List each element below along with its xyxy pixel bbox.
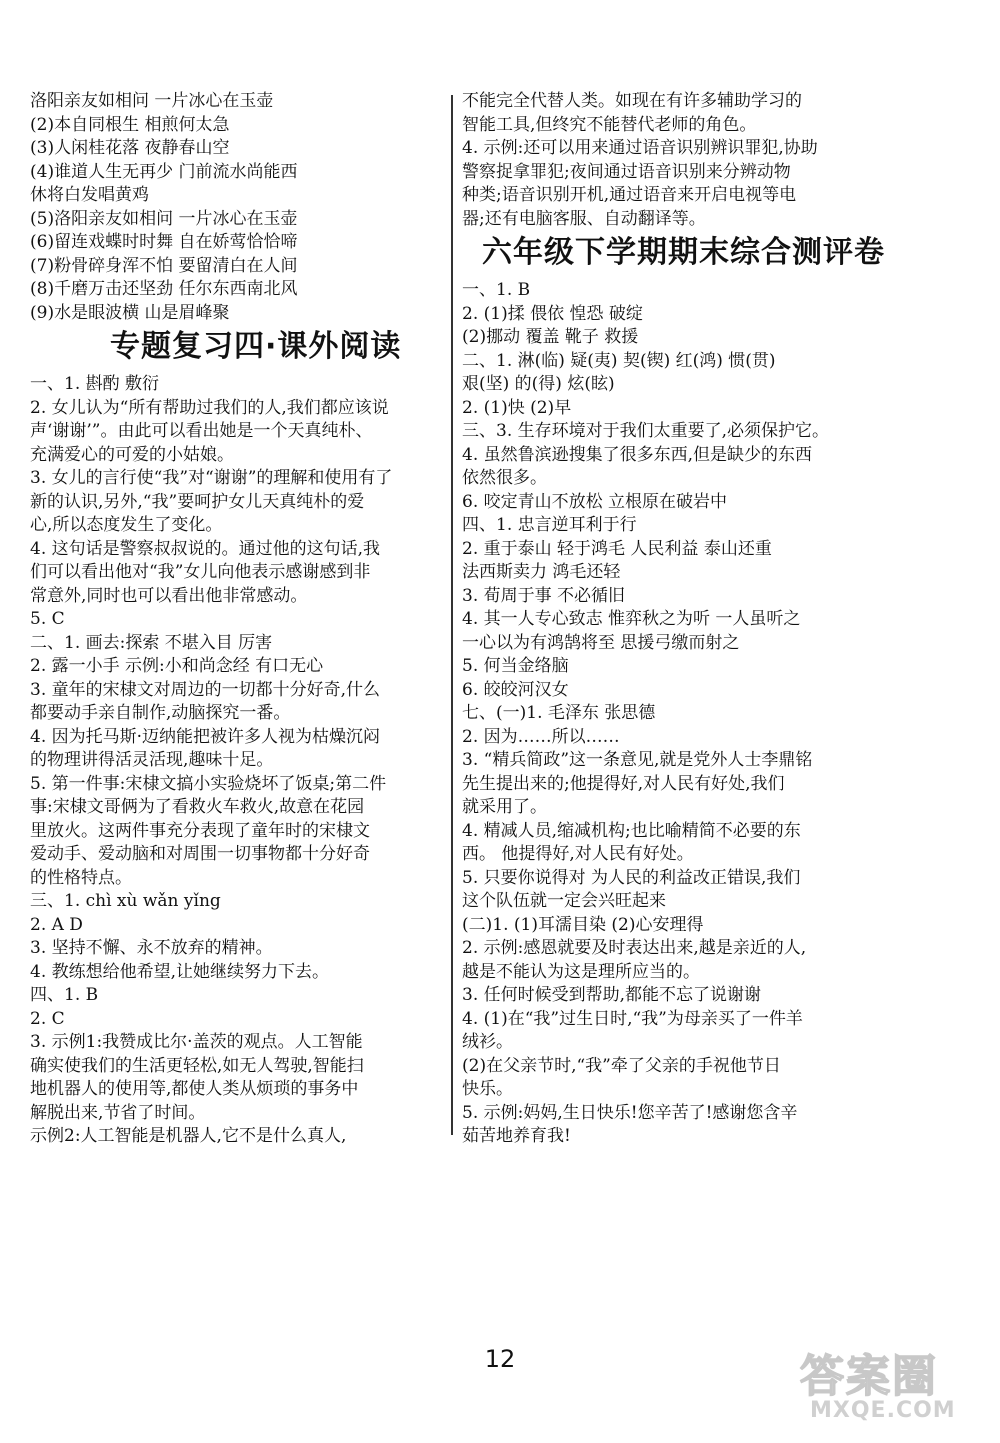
answer-line: 一、1. 斟酌 敷衍 <box>30 374 160 394</box>
answer-line: (3)人闲桂花落 夜静春山空 <box>30 138 230 158</box>
answer-line: 地机器人的使用等,都使人类从烦琐的事务中 <box>30 1079 359 1099</box>
answer-line: 解脱出来,节省了时间。 <box>30 1102 206 1123</box>
answer-line: 3. 女儿的言行使“我”对“谢谢”的理解和使用有了 <box>30 468 393 488</box>
answer-line: 法西斯卖力 鸿毛还轻 <box>462 562 621 582</box>
answer-line: 的物理讲得活灵活现,趣味十足。 <box>30 750 274 770</box>
answer-line: 七、(一)1. 毛泽东 张思德 <box>462 703 656 723</box>
answer-line: (2)挪动 覆盖 靴子 救援 <box>462 327 639 347</box>
answer-line: 2. 女儿认为“所有帮助过我们的人,我们都应该说 <box>30 397 389 418</box>
answer-line: 一、1. B <box>462 280 531 300</box>
answer-line: 智能工具,但终究不能替代老师的角色。 <box>462 114 757 135</box>
answer-line: 5. 第一件事:宋棣文搞小实验烧坏了饭桌;第二件 <box>30 773 387 794</box>
answer-line: 就采用了。 <box>462 797 547 817</box>
answer-line: 4. 这句话是警察叔叔说的。通过他的这句话,我 <box>30 538 381 559</box>
answer-line: 2. C <box>30 1008 65 1029</box>
answer-line: 西。 他提得好,对人民有好处。 <box>462 844 694 864</box>
answer-line: 5. C <box>30 609 65 629</box>
answer-line: (2)本自同根生 相煎何太急 <box>30 114 230 135</box>
answer-line: 4. 其一人专心致志 惟弈秋之为听 一人虽听之 <box>462 609 801 629</box>
left-column <box>30 90 440 1149</box>
answer-line: (9)水是眼波横 山是眉峰聚 <box>30 302 230 323</box>
answer-line: 里放火。这两件事充分表现了童年时的宋棣文 <box>30 820 370 841</box>
section-heading: 六年级下学期期末综合测评卷 <box>482 235 885 270</box>
answer-line: 4. 虽然鲁滨逊搜集了很多东西,但是缺少的东西 <box>462 444 813 465</box>
answer-line: 3. 荀周于事 不必循旧 <box>462 585 626 606</box>
answer-line: 休将白发唱黄鸡 <box>30 185 149 205</box>
answer-line: 声‘谢谢’”。由此可以看出她是一个天真纯朴、 <box>30 421 373 441</box>
answer-line: 6. 皎皎河汉女 <box>462 679 569 700</box>
answer-line: 三、3. 生存环境对于我们太重要了,必须保护它。 <box>462 421 830 441</box>
answer-line: 3. 任何时候受到帮助,都能不忘了说谢谢 <box>462 985 762 1005</box>
answer-line: 们可以看出他对“我”女儿向他表示感谢感到非 <box>30 562 371 582</box>
answer-line: 5. 何当金络脑 <box>462 656 569 676</box>
answer-line: 2. (1)揉 偎依 惶恐 破绽 <box>462 303 643 324</box>
answer-line: 一心以为有鸿鹄将至 思援弓缴而射之 <box>462 632 740 653</box>
answer-line: 心,所以态度发生了变化。 <box>30 515 223 535</box>
page-number: 12 <box>484 1345 516 1373</box>
watermark-logo: 答案圈 <box>800 1351 938 1402</box>
answer-line: 示例2:人工智能是机器人,它不是什么真人, <box>30 1126 347 1146</box>
answer-line: 3. 坚持不懈、永不放弃的精神。 <box>30 938 273 958</box>
answer-line: 4. 示例:还可以用来通过语音识别辨识罪犯,协助 <box>462 138 818 158</box>
answer-line: 绒衫。 <box>462 1032 513 1052</box>
section-heading: 专题复习四·课外阅读 <box>110 329 402 364</box>
answer-line: 四、1. B <box>30 985 99 1005</box>
answer-line: 三、1. chì xù wǎn yǐng <box>30 891 221 911</box>
answer-line: 的性格特点。 <box>30 867 132 888</box>
answer-line: 充满爱心的可爱的小姑娘。 <box>30 444 234 465</box>
answer-line: (4)谁道人生无再少 门前流水尚能西 <box>30 161 298 182</box>
answer-line: 2. 示例:感恩就要及时表达出来,越是亲近的人, <box>462 938 807 958</box>
answer-line: (二)1. (1)耳濡目染 (2)心安理得 <box>462 914 704 935</box>
answer-line: 艰(坚) 的(得) 炫(眩) <box>462 374 615 394</box>
answer-line: 快乐。 <box>462 1079 513 1099</box>
column-divider <box>451 95 453 1135</box>
answer-line: 2. (1)快 (2)早 <box>462 397 572 418</box>
watermark-url: MXQE.COM <box>810 1398 956 1423</box>
answer-line: 2. 因为……所以…… <box>462 726 620 747</box>
answer-line: 确实使我们的生活更轻松,如无人驾驶,智能扫 <box>30 1055 364 1076</box>
answer-line: 茹苦地养育我! <box>462 1126 571 1146</box>
answer-line: 5. 只要你说得对 为人民的利益改正错误,我们 <box>462 867 801 888</box>
answer-line: 器;还有电脑客服、自动翻译等。 <box>462 208 706 229</box>
right-column <box>462 90 885 1149</box>
answer-line: 四、1. 忠言逆耳利于行 <box>462 515 637 535</box>
answer-line: 4. 精减人员,缩减机构;也比喻精简不必要的东 <box>462 820 801 841</box>
answer-line: 洛阳亲友如相问 一片冰心在玉壶 <box>30 91 274 111</box>
answer-line: 6. 咬定青山不放松 立根原在破岩中 <box>462 491 728 512</box>
answer-line: 3. 示例1:我赞成比尔·盖茨的观点。人工智能 <box>30 1032 363 1052</box>
answer-line: (7)粉骨碎身浑不怕 要留清白在人间 <box>30 255 298 276</box>
answer-line: 2. 露一小手 示例:小和尚念经 有口无心 <box>30 656 324 676</box>
answer-line: 4. 教练想给他希望,让她继续努力下去。 <box>30 961 330 982</box>
answer-line: 不能完全代替人类。如现在有许多辅助学习的 <box>462 91 802 111</box>
answer-line: 4. (1)在“我”过生日时,“我”为母亲买了一件羊 <box>462 1008 803 1029</box>
answer-line: 2. 重于泰山 轻于鸿毛 人民利益 泰山还重 <box>462 538 772 559</box>
answer-line: 都要动手亲自制作,动脑探究一番。 <box>30 703 291 723</box>
answer-line: 3. 童年的宋棣文对周边的一切都十分好奇,什么 <box>30 679 381 700</box>
answer-line: 4. 因为托马斯·迈纳能把被许多人视为枯燥沉闷 <box>30 726 381 747</box>
answer-line: 事:宋棣文哥俩为了看救火车救火,故意在花园 <box>30 797 365 817</box>
answer-line: 依然很多。 <box>462 468 547 488</box>
answer-line: 种类;语音识别开机,通过语音来开启电视等电 <box>462 185 797 205</box>
answer-line: 这个队伍就一定会兴旺起来 <box>462 891 666 911</box>
answer-line: (5)洛阳亲友如相问 一片冰心在玉壶 <box>30 208 298 229</box>
answer-line: 常意外,同时也可以看出他非常感动。 <box>30 585 308 606</box>
answer-line: 5. 示例:妈妈,生日快乐!您辛苦了!感谢您含辛 <box>462 1102 798 1123</box>
answer-line: (2)在父亲节时,“我”牵了父亲的手祝他节日 <box>462 1055 781 1076</box>
answer-line: 3. “精兵简政”这一条意见,就是党外人士李鼎铭 <box>462 750 813 770</box>
answer-line: 爱动手、爱动脑和对周围一切事物都十分好奇 <box>30 844 370 864</box>
answer-line: 警察捉拿罪犯;夜间通过语音识别来分辨动物 <box>462 161 791 182</box>
watermark <box>800 1340 980 1435</box>
answer-line: 先生提出来的;他提得好,对人民有好处,我们 <box>462 773 785 794</box>
answer-line: 二、1. 淋(临) 疑(夷) 契(锲) 红(鸿) 惯(贯) <box>462 350 776 371</box>
answer-line: 二、1. 画去:探索 不堪入目 厉害 <box>30 632 273 653</box>
answer-line: (8)千磨万击还坚劲 任尔东西南北风 <box>30 279 298 299</box>
answer-line: (6)留连戏蝶时时舞 自在娇莺恰恰啼 <box>30 232 298 252</box>
answer-line: 越是不能认为这是理所应当的。 <box>462 961 700 982</box>
answer-line: 2. A D <box>30 914 83 935</box>
answer-line: 新的认识,另外,“我”要呵护女儿天真纯朴的爱 <box>30 491 365 512</box>
